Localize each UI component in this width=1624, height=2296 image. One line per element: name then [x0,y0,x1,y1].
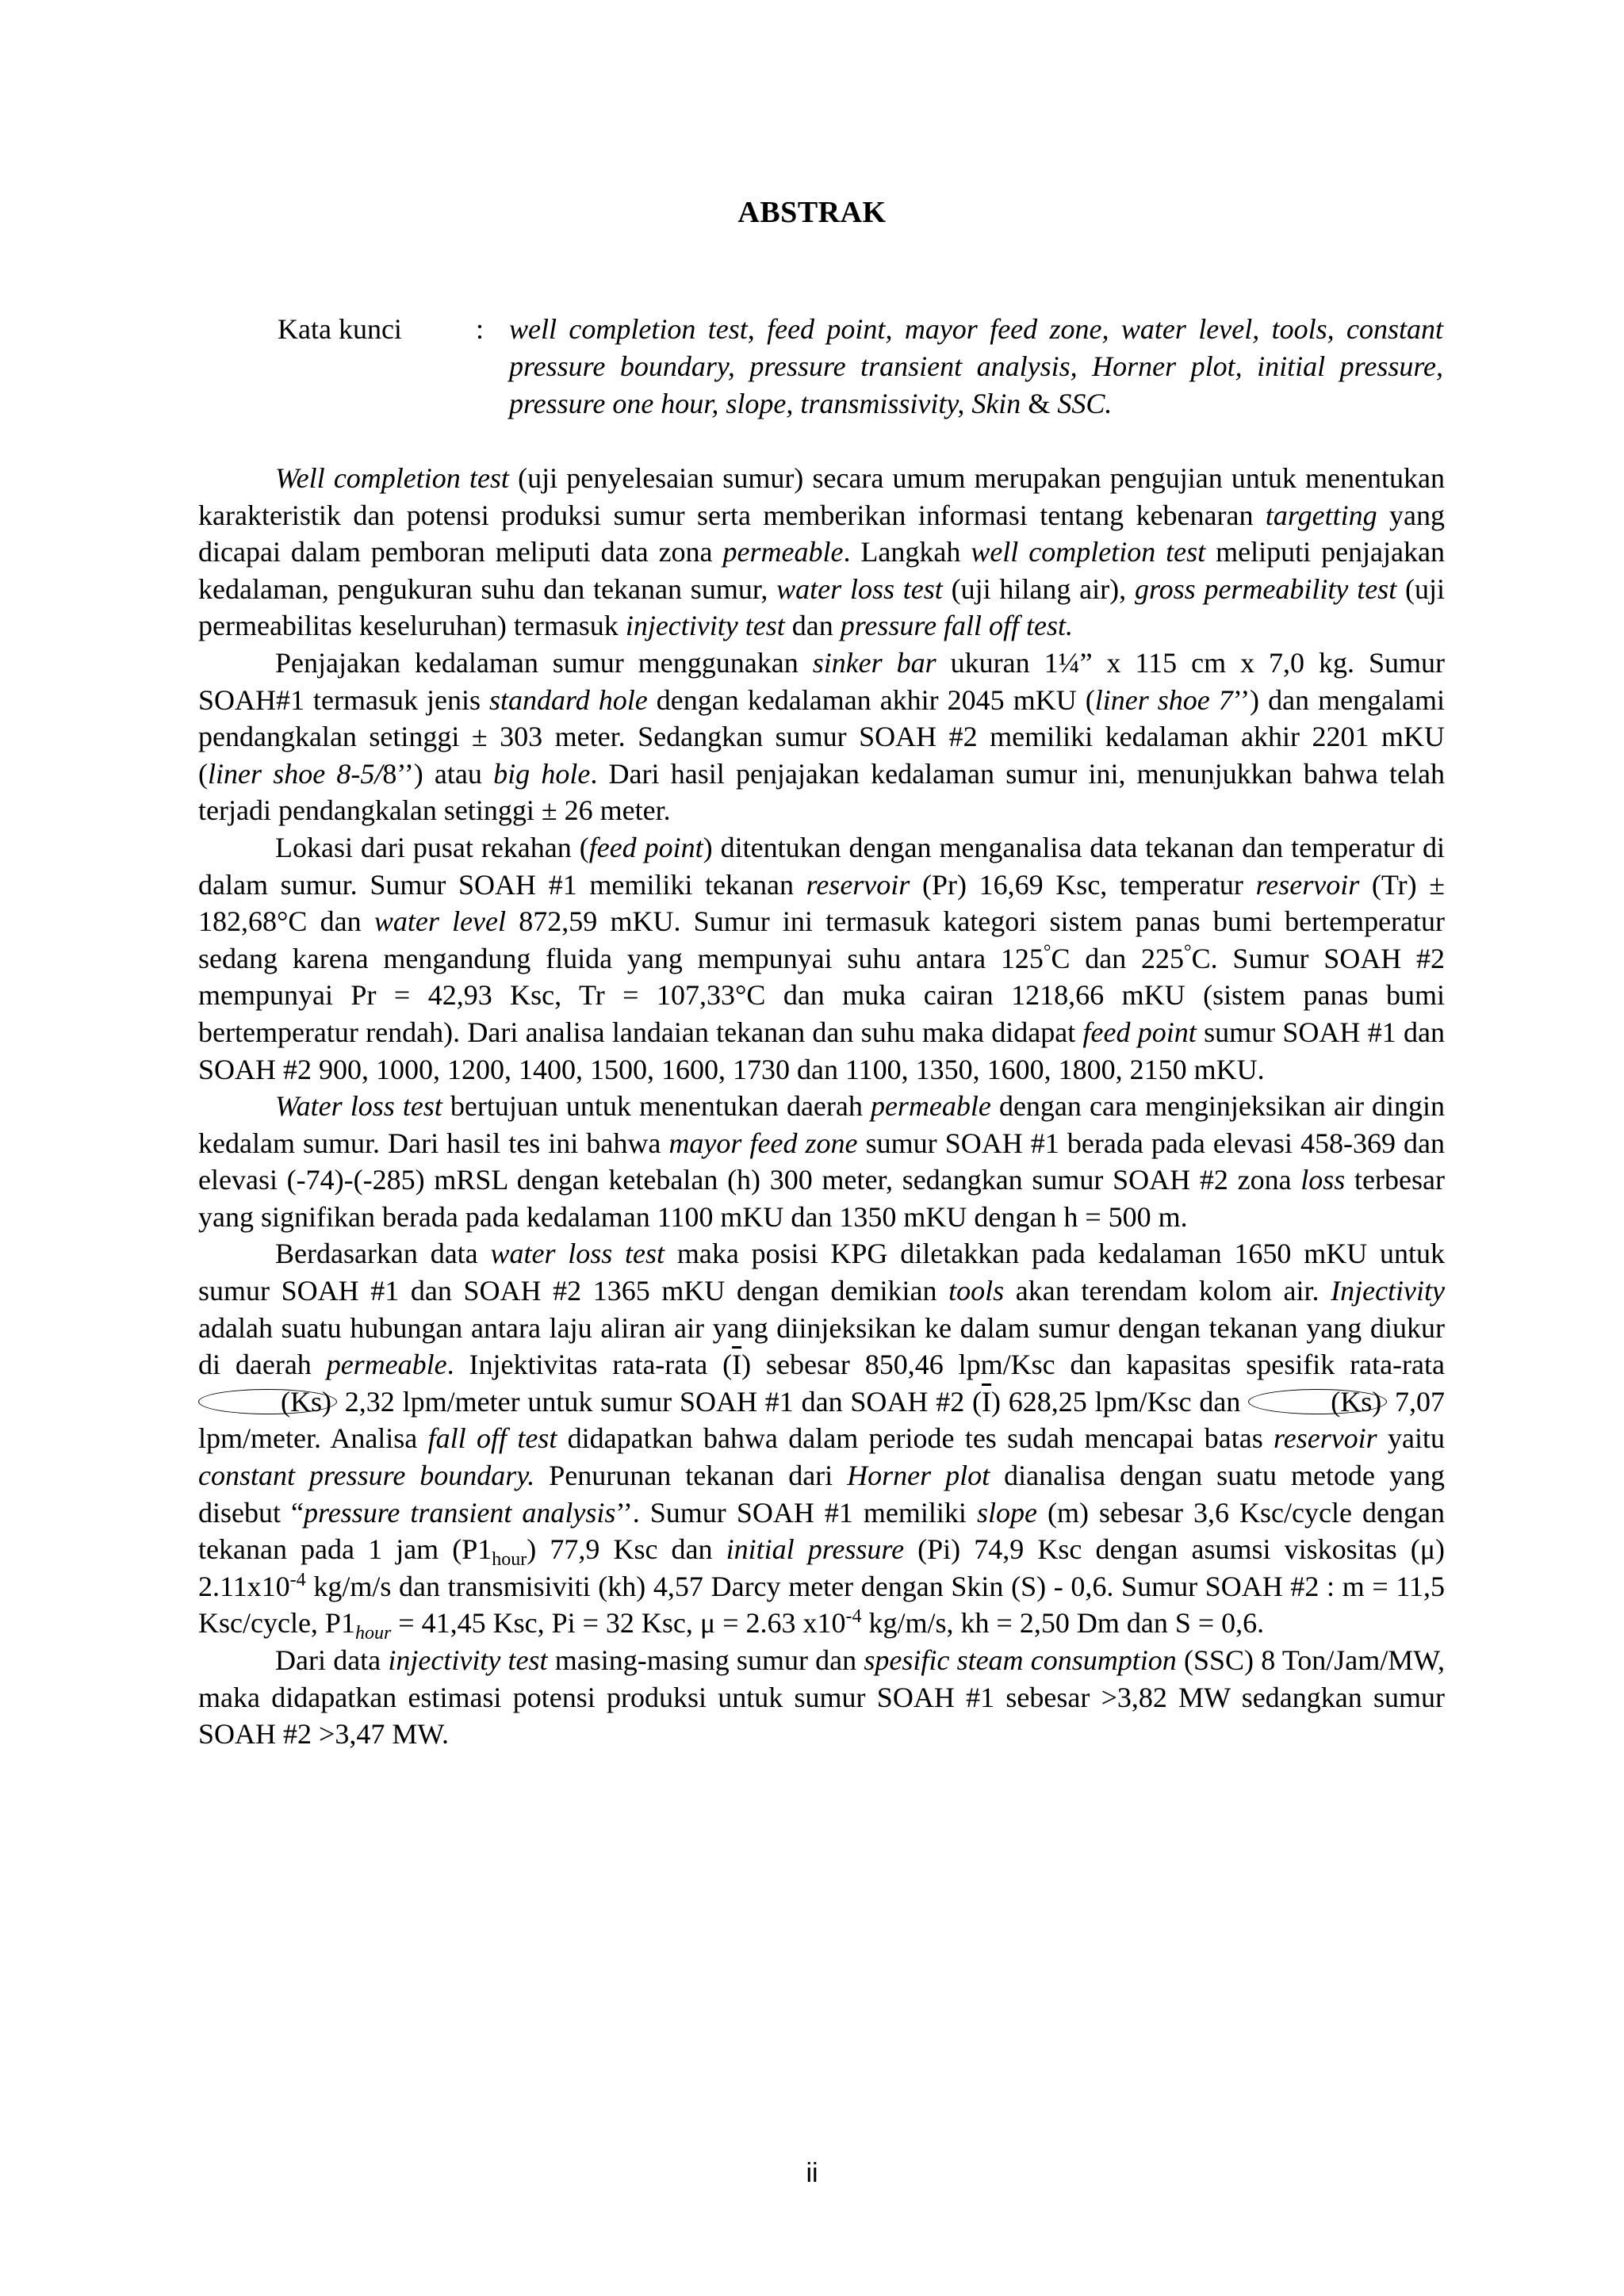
text: (uji permeabilitas keseluruhan) termasuk [198,572,1445,642]
keywords-items: well completion test, feed point, mayor feed zone, water level, tools, constant pressure boundary, pressure transient analysis, Horner plot, initial pressure, pressure one hour, slope, transmissivity, Skin [509,313,1443,419]
text: Penjajakan kedalaman sumur menggunakan [275,646,813,679]
text-em: constant pressure boundary. [198,1460,535,1492]
subscript-em: hour [354,1623,392,1644]
paragraph-4 [198,1088,1445,1235]
text: C. Sumur SOAH #2 mempunyai Pr = 42,93 Ksc, Tr = 107,33°C dan muka cairan 1218,66 mKU (sistem panas bumi bertemperatur rendah). Dari analisa landaian tekanan dan suhu maka didapat [198,942,1445,1048]
text-em: feed point [1082,1016,1197,1048]
text-em: spesific steam consumption [864,1644,1177,1676]
text: 872,59 mKU. Sumur ini termasuk kategori sistem panas bumi bertemperatur sedang karena mengandung fluida yang mempunyai suhu antara 125 [198,905,1446,974]
keywords-block [278,311,1443,423]
text-em: initial pressure [726,1533,905,1566]
text: yaitu [1377,1422,1446,1455]
text-em: liner shoe 8-5/ [208,757,383,790]
paragraph-1 [198,460,1445,645]
text-em: slope [976,1496,1037,1529]
text: (uji hilang air), [942,572,1135,605]
ks-symbol: (Ks) [198,1389,337,1414]
text-em: Injectivity [1331,1275,1446,1307]
text-em: targetting [1265,499,1377,531]
text: ’’. Sumur SOAH #1 memiliki [615,1496,977,1529]
text: (m) sebesar 3,6 Ksc/cycle dengan tekanan pada 1 jam (P1 [198,1496,1445,1566]
text: Penurunan tekanan dari [534,1460,848,1492]
text-em: Well completion test [275,462,509,494]
text: didapatkan bahwa dalam periode tes sudah mencapai batas [557,1422,1274,1455]
keywords-label: Kata kunci [278,313,402,345]
keywords-last: SSC. [1057,388,1113,419]
text: 2,32 lpm/meter untuk sumur SOAH #1 dan SOAH #2 ( [336,1385,982,1418]
text-em: injectivity test [388,1644,548,1676]
text: = 41,45 Ksc, Pi = 32 Ksc, μ = 2.63 x10 [391,1607,846,1640]
text-em: permeable [326,1349,447,1381]
text: ) 628,25 lpm/Ksc dan [991,1385,1249,1418]
text-em: fall off test [427,1422,557,1455]
text-em: pressure fall off test. [840,610,1074,642]
text-em: pressure transient analysis [304,1496,616,1529]
text: (Pi) 74,9 Ksc dengan asumsi viskositas (μ) 2.11x10 [198,1533,1445,1602]
text-em: permeable [722,536,844,568]
text: C dan 225 [1051,942,1185,974]
text-em: liner shoe 7 [1094,683,1233,716]
text: sumur SOAH #1 dan SOAH #2 900, 1000, 1200, 1400, 1500, 1600, 1730 dan 1100, 1350, 1600, 1800, 2150 mKU. [198,1016,1445,1085]
text-em: injectivity test [625,610,785,642]
text: (Tr) ± 182,68°C dan [198,868,1445,938]
text-em: reservoir [806,868,910,901]
text: 7,07 lpm/meter. Analisa [198,1385,1445,1455]
keywords-colon: : [476,313,485,345]
text: Dari data [275,1644,389,1676]
text: . Dari hasil penjajakan kedalaman sumur ini, menunjukkan bahwa telah terjadi pendangkalan setinggi ± 26 meter. [198,757,1445,827]
ks-symbol: (Ks) [1248,1389,1387,1414]
text: bertujuan untuk menentukan daerah [442,1090,871,1123]
page-number: ii [806,2158,818,2188]
injectivity-symbol: $\overline{I}$ [982,1385,992,1418]
text: ) 77,9 Ksc dan [527,1533,726,1566]
text-em: big hole [493,757,591,790]
text-em: tools [948,1275,1005,1307]
keywords-list [509,311,1443,423]
text: masing-masing sumur dan [547,1644,864,1676]
text-em: loss [1300,1164,1346,1196]
superscript: -4 [289,1569,306,1590]
text: dan [784,610,841,642]
text: dengan cara menginjeksikan air dingin kedalam sumur. Dari hasil tes ini bahwa [198,1090,1445,1159]
text-em: reservoir [1274,1422,1377,1455]
text: Berdasarkan data [275,1238,491,1270]
text: meliputi penjajakan kedalaman, pengukuran suhu dan tekanan sumur, [198,536,1445,605]
text-em: mayor feed zone [668,1127,858,1159]
paragraph-2 [198,645,1445,829]
text: dianalisa dengan suatu metode yang disebut “ [198,1460,1445,1529]
text: dengan kedalaman akhir 2045 mKU ( [647,683,1095,716]
text: ukuran 1¼” x 115 cm x 7,0 kg. Sumur SOAH#1 termasuk jenis [198,646,1445,716]
text-em: Water loss test [275,1090,442,1123]
text-em: feed point [588,831,703,863]
text-em: reservoir [1255,868,1360,901]
paragraph-6 [198,1642,1445,1753]
text-em: sinker bar [812,646,936,679]
text-em: standard hole [489,683,648,716]
text: yang dicapai dalam pemboran meliputi data zona [198,499,1446,568]
text: . Injektivitas rata-rata ( [446,1349,733,1381]
text: adalah suatu hubungan antara laju aliran air yang diinjeksikan ke dalam sumur dengan tekanan yang diukur di daerah [198,1311,1445,1381]
text-em: well completion test [971,536,1206,568]
paragraph-5 [198,1235,1445,1642]
text: (uji penyelesaian sumur) secara umum merupakan pengujian untuk menentukan karakteristik dan potensi produksi sumur serta memberikan informasi tentang kebenaran [198,462,1445,531]
abstract-body [198,460,1445,1753]
text-em: Horner plot [847,1460,990,1492]
degree-sup: ° [1043,941,1051,962]
text: (SSC) 8 Ton/Jam/MW, maka didapatkan estimasi potensi produksi untuk sumur SOAH #1 sebesar >3,82 MW sedangkan sumur SOAH #2 >3,47 MW. [198,1644,1445,1751]
paragraph-3 [198,829,1445,1088]
superscript: -4 [845,1606,862,1628]
text: (Pr) 16,69 Ksc, temperatur [910,868,1256,901]
text: ) ditentukan dengan menganalisa data tekanan dan temperatur di dalam sumur. Sumur SOAH #1 memiliki tekanan [198,831,1446,901]
injectivity-symbol: $\overline{I}$ [732,1349,742,1381]
page-title: ABSTRAK [737,196,887,229]
text-em: water level [373,905,507,938]
text: maka posisi KPG diletakkan pada kedalaman 1650 mKU untuk sumur SOAH #1 dan SOAH #2 1365 mKU dengan demikian [198,1238,1445,1307]
text: terbesar yang signifikan berada pada kedalaman 1100 mKU dan 1350 mKU dengan h = 500 m. [198,1164,1445,1233]
text: ) sebesar 850,46 lpm/Ksc dan kapasitas spesifik rata-rata [741,1349,1445,1381]
text: kg/m/s dan transmisiviti (kh) 4,57 Darcy meter dengan Skin (S) - 0,6. Sumur SOAH #2 : m = 11,5 Ksc/cycle, P1 [198,1570,1445,1640]
text: 8’’) atau [382,757,494,790]
text: Lokasi dari pusat rekahan ( [275,831,589,863]
text: akan terendam kolom air. [1004,1275,1331,1307]
text-em: permeable [870,1090,991,1123]
text: sumur SOAH #1 berada pada elevasi 458-369 dan elevasi (-74)-(-285) mRSL dengan ketebalan (h) 300 meter, sedangkan sumur SOAH #2 zona [198,1127,1446,1196]
text: . Langkah [843,536,971,568]
text-em: water loss test [776,572,943,605]
text: kg/m/s, kh = 2,50 Dm dan S = 0,6. [861,1607,1265,1640]
text-em: water loss test [490,1238,665,1270]
text-em: gross permeability test [1134,572,1397,605]
degree-sup: ° [1184,941,1192,962]
subscript: hour [492,1549,527,1571]
keywords-ampersand: & [1028,388,1051,419]
text: ’’) dan mengalami pendangkalan setinggi ± 303 meter. Sedangkan sumur SOAH #2 memiliki kedalaman akhir 2201 mKU ( [198,683,1446,790]
